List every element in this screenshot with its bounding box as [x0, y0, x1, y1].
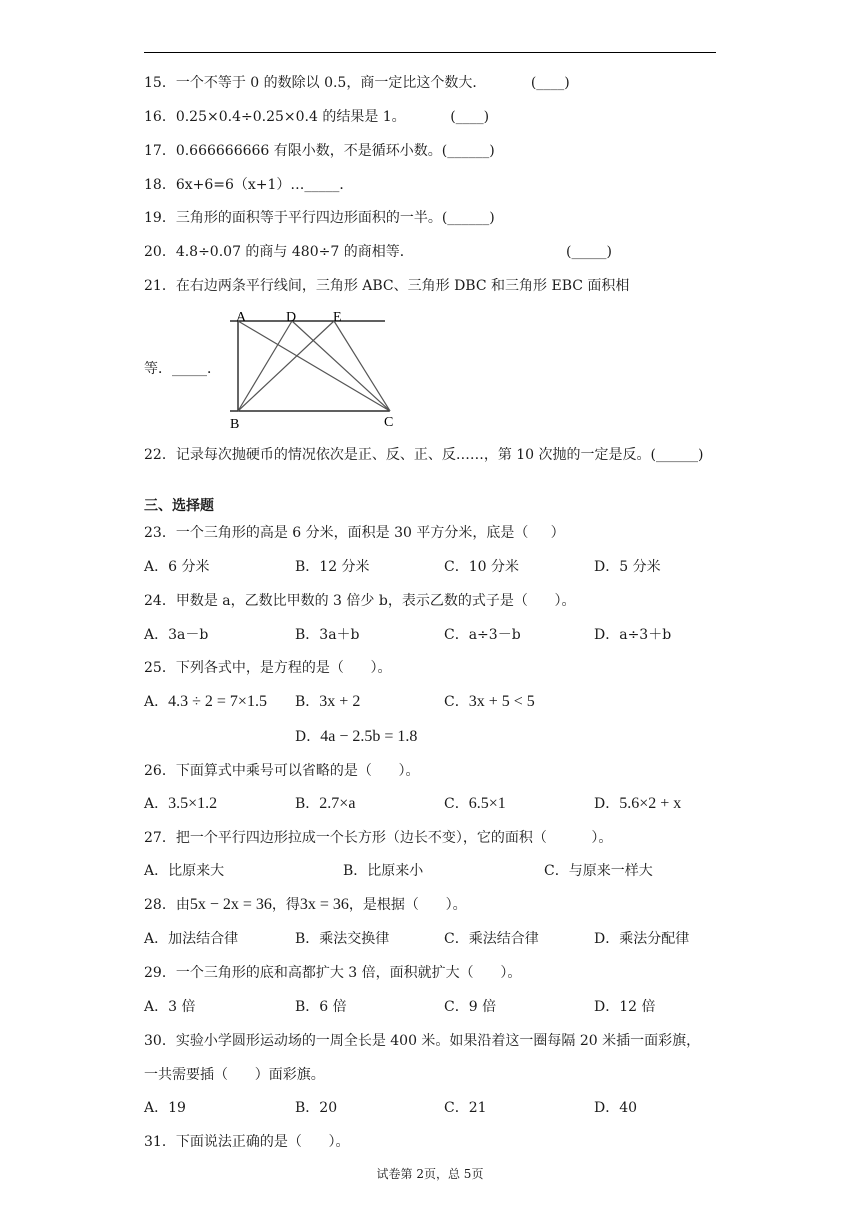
math-expression: 4.3 ÷ 2 = 7×1.5	[168, 693, 267, 710]
question-30: 30．实验小学圆形运动场的一周全长是 400 米。如果沿着这一圈每隔 20 米插一面彩旗，	[144, 1033, 701, 1049]
option-d	[295, 728, 417, 746]
option-c: C．10 分米	[444, 559, 519, 575]
option-a: A．6 分米	[144, 559, 210, 575]
question-30-continued: 一共需要插（ ）面彩旗。	[144, 1067, 325, 1083]
option-a	[144, 693, 267, 711]
option-a	[144, 795, 217, 813]
question-17: 17．0.666666666 有限小数，不是循环小数。(______)	[144, 143, 495, 159]
option-d: D．a÷3＋b	[594, 627, 672, 643]
option-d: D．12 倍	[594, 999, 656, 1015]
option-label: D．	[295, 729, 321, 745]
option-label: A．	[144, 796, 169, 812]
question-15: 15．一个不等于 0 的数除以 0.5，商一定比这个数大． (____)	[144, 75, 570, 91]
label-c: C	[384, 415, 394, 430]
option-d	[594, 795, 681, 813]
option-d: D．5 分米	[594, 559, 661, 575]
question-27: 27．把一个平行四边形拉成一个长方形（边长不变），它的面积（ ）。	[144, 830, 613, 846]
option-b: B．比原来小	[343, 863, 424, 879]
math-expression: 3x + 2	[319, 693, 361, 710]
option-a: A．3a－b	[144, 627, 209, 643]
option-b	[295, 795, 355, 813]
section-title: 三、选择题	[144, 498, 214, 514]
question-23: 23．一个三角形的高是 6 分米，面积是 30 平方分米，底是（ ）	[144, 525, 565, 541]
option-a: A．加法结合律	[144, 931, 239, 947]
math-expression: 5.6×2 + x	[619, 795, 682, 812]
math-expression: 3.5×1.2	[168, 795, 218, 812]
math-expression: 5x − 2x = 36	[189, 896, 272, 913]
option-c	[444, 693, 535, 711]
segment-ac	[238, 321, 390, 411]
option-b	[295, 693, 360, 711]
question-28	[144, 896, 467, 914]
option-d: D．40	[594, 1100, 638, 1116]
math-expression: 3x + 5 < 5	[468, 693, 535, 710]
question-21: 21．在右边两条平行线间，三角形 ABC、三角形 DBC 和三角形 EBC 面积相	[144, 278, 630, 294]
label-a: A	[236, 310, 247, 325]
parallel-lines-triangle-figure	[222, 306, 392, 432]
question-22: 22．记录每次抛硬币的情况依次是正、反、正、反……，第 10 次抛的一定是反。(______)	[144, 447, 704, 463]
question-18: 18．6x+6=6（x+1）…_____．	[144, 177, 354, 193]
option-a: A．3 倍	[144, 999, 196, 1015]
option-b: B．12 分米	[295, 559, 370, 575]
option-c: C．9 倍	[444, 999, 497, 1015]
question-19: 19．三角形的面积等于平行四边形面积的一半。(______)	[144, 210, 495, 226]
segment-dc	[292, 321, 390, 411]
question-21-continued: 等．_____．	[144, 361, 221, 377]
segment-ec	[334, 321, 390, 411]
option-d: D．乘法分配律	[594, 931, 690, 947]
option-c: C．a÷3－b	[444, 627, 521, 643]
header-rule	[144, 52, 716, 53]
option-a: A．19	[144, 1100, 186, 1116]
page-footer: 试卷第 2页，总 5页	[376, 1167, 484, 1181]
question-31: 31．下面说法正确的是（ ）。	[144, 1134, 350, 1150]
option-c	[444, 795, 506, 813]
label-d: D	[286, 310, 297, 325]
math-expression: 2.7×a	[319, 795, 356, 812]
option-label: C．	[444, 694, 469, 710]
question-29: 29．一个三角形的底和高都扩大 3 倍，面积就扩大（ ）。	[144, 965, 522, 981]
question-20-blank: (_____)	[566, 244, 612, 260]
question-24: 24．甲数是 a，乙数比甲数的 3 倍少 b，表示乙数的式子是（ ）。	[144, 593, 576, 609]
question-25: 25．下列各式中，是方程的是（ ）。	[144, 660, 392, 676]
segment-db	[238, 321, 292, 411]
stem-text: ，得	[271, 897, 300, 913]
option-label: A．	[144, 694, 169, 710]
label-e: E	[333, 310, 342, 325]
math-expression: 4a − 2.5b = 1.8	[320, 728, 418, 745]
question-16: 16．0.25×0.4÷0.25×0.4 的结果是 1。 (____)	[144, 109, 490, 125]
option-label: B．	[295, 796, 320, 812]
option-c: C．21	[444, 1100, 487, 1116]
option-b: B．6 倍	[295, 999, 347, 1015]
option-b: B．乘法交换律	[295, 931, 390, 947]
option-b: B．20	[295, 1100, 338, 1116]
option-a: A．比原来大	[144, 863, 225, 879]
segment-eb	[238, 321, 334, 411]
stem-text: 28．由	[144, 897, 190, 913]
math-expression: 3x = 36	[299, 896, 349, 913]
option-label: C．	[444, 796, 469, 812]
stem-text: ，是根据（ ）。	[348, 897, 467, 913]
option-c: C．与原来一样大	[544, 863, 653, 879]
option-c: C．乘法结合律	[444, 931, 539, 947]
option-b: B．3a＋b	[295, 627, 360, 643]
option-label: B．	[295, 694, 320, 710]
option-label: D．	[594, 796, 620, 812]
label-b: B	[230, 417, 240, 432]
math-expression: 6.5×1	[468, 795, 506, 812]
question-26: 26．下面算式中乘号可以省略的是（ ）。	[144, 763, 420, 779]
question-20: 20．4.8÷0.07 的商与 480÷7 的商相等．	[144, 244, 414, 260]
